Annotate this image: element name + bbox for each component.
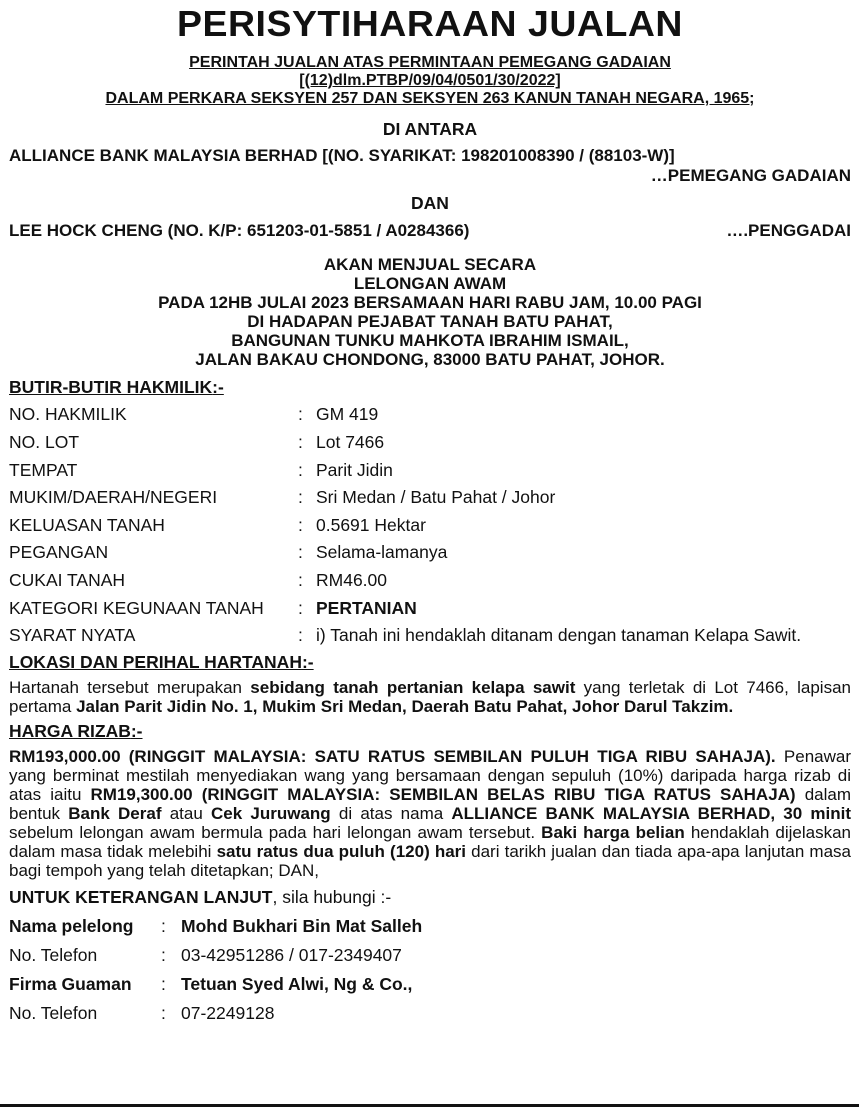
detail-value: RM46.00 xyxy=(316,570,388,590)
location-heading-suffix: :- xyxy=(301,652,314,673)
contact-label: Nama pelelong xyxy=(9,915,134,936)
detail-label: PEGANGAN xyxy=(9,542,109,563)
title-details-heading-text: BUTIR-BUTIR HAKMILIK xyxy=(9,377,213,398)
order-line-1: PERINTAH JUALAN ATAS PERMINTAAN PEMEGANG GADAIAN xyxy=(189,54,671,71)
reserve-text: dalam bentuk xyxy=(9,784,852,823)
contact-colon: : xyxy=(161,1002,166,1023)
detail-value: GM 419 xyxy=(316,404,379,425)
detail-label: NO. LOT xyxy=(9,432,80,453)
chargor-name: LEE HOCK CHENG (NO. K/P: 651203-01-5851 / A0284366) xyxy=(9,221,470,241)
reserve-amount: RM193,000.00 (RINGGIT MALAYSIA: SATU RATUS SEMBILAN PULUH TIGA RIBU SAHAJA). xyxy=(9,746,776,766)
contact-intro-bold: UNTUK KETERANGAN LANJUT xyxy=(9,886,273,907)
balance-period: satu ratus dua puluh (120) hari xyxy=(216,841,467,861)
notice-document xyxy=(9,2,851,1028)
law-firm-name: Tetuan Syed Alwi, Ng & Co., xyxy=(181,973,413,994)
payment-method: Bank Deraf xyxy=(68,803,162,823)
chargor-role: ….PENGGADAI xyxy=(726,221,851,241)
contact-intro xyxy=(9,887,851,908)
between-label: DI ANTARA xyxy=(382,118,478,139)
balance-label: Baki harga belian xyxy=(541,822,685,842)
reserve-text: di atas nama xyxy=(330,803,452,823)
bottom-border xyxy=(0,1104,859,1107)
sale-venue-1: DI HADAPAN PEJABAT TANAH BATU PAHAT, xyxy=(247,312,613,332)
auctioneer-name: Mohd Bukhari Bin Mat Salleh xyxy=(181,915,423,936)
detail-row xyxy=(9,484,851,512)
detail-label: NO. HAKMILIK xyxy=(9,404,127,425)
location-paragraph xyxy=(9,678,851,716)
order-law-section: DALAM PERKARA SEKSYEN 257 DAN SEKSYEN 263 KANUN TANAH NEGARA, 1965; xyxy=(105,89,755,107)
deposit-amount: RM19,300.00 (RINGGIT MALAYSIA: SEMBILAN BELAS RIBU TIGA RATUS SAHAJA) xyxy=(90,784,796,804)
law-firm-phone: 07-2249128 xyxy=(181,1002,275,1023)
detail-label: KATEGORI KEGUNAAN TANAH xyxy=(9,597,264,618)
contact-colon: : xyxy=(161,944,166,965)
detail-colon: : xyxy=(298,432,303,453)
detail-value: i) Tanah ini hendaklah ditanam dengan tanaman Kelapa Sawit. xyxy=(316,625,802,646)
auction-announcement xyxy=(9,255,851,369)
order-header xyxy=(9,54,851,108)
detail-row xyxy=(9,429,851,457)
detail-row xyxy=(9,567,851,595)
detail-colon: : xyxy=(298,542,303,563)
detail-row xyxy=(9,511,851,539)
detail-value: Sri Medan / Batu Pahat / Johor xyxy=(316,487,556,508)
chargee-name: ALLIANCE BANK MALAYSIA BERHAD [(NO. SYARIKAT: 198201008390 / (88103-W)] xyxy=(9,146,675,166)
reserve-text: Penawar yang berminat mestilah menyediakan wang yang bersamaan dengan sepuluh (10%) daripada harga rizab di atas iaitu xyxy=(9,746,851,804)
location-heading xyxy=(9,652,851,673)
detail-row xyxy=(9,622,851,650)
order-reference: [(12)dlm.PTBP/09/04/0501/30/2022] xyxy=(299,71,561,89)
contact-table xyxy=(9,912,422,1028)
detail-row xyxy=(9,401,851,429)
contact-label: No. Telefon xyxy=(9,1002,98,1023)
detail-value: Parit Jidin xyxy=(316,459,393,480)
sale-date-time: PADA 12HB JULAI 2023 BERSAMAAN HARI RABU JAM, 10.00 PAGI xyxy=(158,293,702,313)
notice-title: PERISYTIHARAAN JUALAN xyxy=(176,3,683,44)
sale-line-2: LELONGAN AWAM xyxy=(353,274,507,294)
detail-colon: : xyxy=(298,404,303,425)
reserve-text: hendaklah dijelaskan dalam masa tidak melebihi xyxy=(9,822,851,861)
location-heading-text: LOKASI DAN PERIHAL HARTANAH xyxy=(9,652,302,673)
contact-colon: : xyxy=(161,973,166,994)
sale-line-1: AKAN MENJUAL SECARA xyxy=(323,255,537,275)
location-text: Hartanah tersebut merupakan xyxy=(9,677,251,697)
detail-label: CUKAI TANAH xyxy=(9,570,126,590)
reserve-heading xyxy=(9,721,851,742)
detail-row xyxy=(9,456,851,484)
reserve-text: atau xyxy=(161,803,211,823)
contact-intro-text: , sila hubungi :- xyxy=(272,886,392,907)
detail-row xyxy=(9,539,851,567)
contact-label: Firma Guaman xyxy=(9,973,132,994)
chargor-row xyxy=(9,221,851,241)
chargee-role: …PEMEGANG GADAIAN xyxy=(650,166,851,186)
detail-value: 0.5691 Hektar xyxy=(316,514,426,535)
title-details-heading-suffix: :- xyxy=(212,377,224,398)
detail-colon: : xyxy=(298,597,303,618)
sale-venue-3: JALAN BAKAU CHONDONG, 83000 BATU PAHAT, JOHOR. xyxy=(195,350,665,370)
reserve-heading-text: HARGA RIZAB xyxy=(9,721,131,742)
detail-label: TEMPAT xyxy=(9,459,78,480)
contact-colon: : xyxy=(161,915,166,936)
contact-row xyxy=(9,999,422,1028)
payment-method: Cek Juruwang xyxy=(211,803,331,823)
detail-colon: : xyxy=(298,487,303,508)
contact-row xyxy=(9,912,422,941)
detail-colon: : xyxy=(298,570,303,590)
location-address: Jalan Parit Jidin No. 1, Mukim Sri Medan, Daerah Batu Pahat, Johor Darul Takzim. xyxy=(76,696,734,716)
reserve-paragraph xyxy=(9,747,851,880)
detail-label: KELUASAN TANAH xyxy=(9,514,165,535)
location-bold: sebidang tanah pertanian kelapa sawit xyxy=(250,677,576,697)
title-details-table xyxy=(9,401,851,649)
auctioneer-phone: 03-42951286 / 017-2349407 xyxy=(181,944,402,965)
location-text: yang terletak di Lot 7466, lapisan pertama xyxy=(9,677,851,716)
detail-value: Selama-lamanya xyxy=(316,542,448,563)
detail-value: Lot 7466 xyxy=(316,432,385,453)
detail-value: PERTANIAN xyxy=(316,597,417,618)
contact-row xyxy=(9,941,422,970)
reserve-heading-suffix: :- xyxy=(130,721,143,742)
sale-venue-2: BANGUNAN TUNKU MAHKOTA IBRAHIM ISMAIL, xyxy=(231,331,629,351)
reserve-text: sebelum lelongan awam bermula pada hari lelongan awam tersebut. xyxy=(9,822,542,842)
contact-row xyxy=(9,970,422,999)
title-details-heading xyxy=(9,377,851,398)
detail-label: SYARAT NYATA xyxy=(9,625,136,646)
detail-colon: : xyxy=(298,459,303,480)
detail-colon: : xyxy=(298,514,303,535)
detail-colon: : xyxy=(298,625,303,646)
and-label: DAN xyxy=(411,193,449,214)
detail-label: MUKIM/DAERAH/NEGERI xyxy=(9,487,218,508)
payee-name: ALLIANCE BANK MALAYSIA BERHAD, 30 minit xyxy=(451,803,851,823)
reserve-text: dari tarikh jualan dan tiada apa-apa lanjutan masa bagi tempoh yang telah ditetapkan; DAN, xyxy=(9,841,851,880)
contact-label: No. Telefon xyxy=(9,944,98,965)
detail-row xyxy=(9,594,851,622)
